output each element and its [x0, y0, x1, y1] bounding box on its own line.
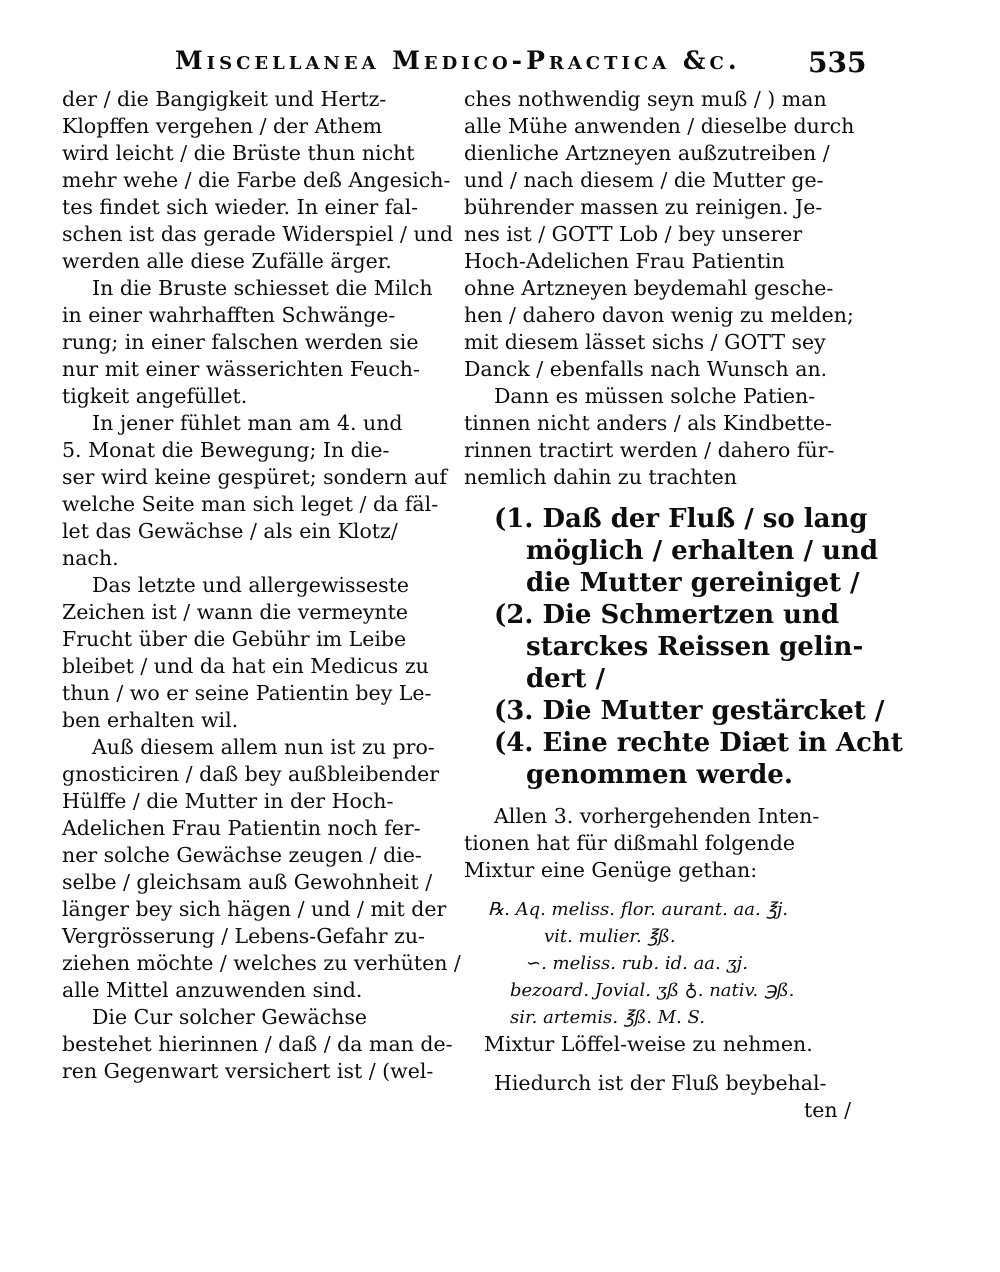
- text-line: thun / wo er seine Patientin bey Le-: [62, 681, 432, 705]
- text-line: Das letzte und allergewisseste: [92, 573, 410, 597]
- text-line: bestehet hierinnen / daß / da man de-: [62, 1032, 453, 1056]
- recipe-line: ∽. meliss. rub. id. aa. ʒj.: [526, 953, 748, 974]
- text-line: dienliche Artzneyen außzutreiben /: [464, 141, 830, 165]
- text-line: mit diesem lässet sichs / GOTT sey: [464, 330, 826, 354]
- recipe-line: vit. mulier. ℥ß.: [544, 926, 676, 947]
- text-line: nemlich dahin zu trachten: [464, 465, 737, 489]
- text-line: ohne Artzneyen beydemahl gesche-: [464, 276, 834, 300]
- text-line: tionen hat für dißmahl folgende: [464, 831, 795, 855]
- text-line: nes ist / GOTT Lob / bey unserer: [464, 222, 803, 246]
- text-line: wird leicht / die Brüste thun nicht: [62, 141, 415, 165]
- text-line: ziehen möchte / welches zu verhüten /: [62, 951, 461, 975]
- left-column: [62, 86, 461, 1085]
- text-line: ner solche Gewächse zeugen / die-: [62, 843, 422, 867]
- text-line: welche Seite man sich leget / da fäl-: [62, 492, 439, 516]
- text-line: mehr wehe / die Farbe deß Angesich-: [62, 168, 451, 192]
- text-line: schen ist das gerade Widerspiel / und: [62, 222, 453, 246]
- text-line: Vergrösserung / Lebens-Gefahr zu-: [62, 924, 425, 948]
- text-line: nach.: [62, 546, 119, 570]
- list-item: (2. Die Schmertzen und: [494, 600, 840, 630]
- text-line: In jener fühlet man am 4. und: [92, 411, 403, 435]
- text-line: rinnen tractirt werden / dahero für-: [464, 438, 835, 462]
- text-line: In die Bruste schiesset die Milch: [92, 276, 433, 300]
- text-line: 5. Monat die Bewegung; In die-: [62, 438, 390, 462]
- list-item-continuation: genommen werde.: [526, 760, 793, 790]
- list-item-continuation: dert /: [526, 664, 605, 694]
- text-line: bleibet / und da hat ein Medicus zu: [62, 654, 429, 678]
- text-line: ten /: [804, 1098, 851, 1122]
- text-line: Dann es müssen solche Patien-: [494, 384, 816, 408]
- recipe-line: sir. artemis. ℥ß. M. S.: [510, 1007, 705, 1028]
- list-item: (3. Die Mutter gestärcket /: [494, 696, 885, 726]
- text-line: tes findet sich wieder. In einer fal-: [62, 195, 419, 219]
- list-item: (1. Daß der Fluß / so lang: [494, 504, 868, 534]
- numbered-list: [464, 503, 903, 791]
- text-line: Hoch-Adelichen Frau Patientin: [464, 249, 785, 273]
- text-line: gnosticiren / daß bey außbleibender: [62, 762, 439, 786]
- text-line: alle Mühe anwenden / dieselbe durch: [464, 114, 855, 138]
- text-line: Hülffe / die Mutter in der Hoch-: [62, 789, 394, 813]
- text-line: Frucht über die Gebühr im Leibe: [62, 627, 407, 651]
- text-line: alle Mittel anzuwenden sind.: [62, 978, 363, 1002]
- text-line: tigkeit angefüllet.: [62, 384, 248, 408]
- text-line: werden alle diese Zufälle ärger.: [62, 249, 392, 273]
- text-line: Allen 3. vorhergehenden Inten-: [494, 804, 820, 828]
- text-line: Zeichen ist / wann die vermeynte: [62, 600, 408, 624]
- text-line: Klopffen vergehen / der Athem: [62, 114, 383, 138]
- text-line: Hiedurch ist der Fluß beybehal-: [494, 1071, 827, 1095]
- text-line: der / die Bangigkeit und Hertz-: [62, 87, 387, 111]
- text-line: bührender massen zu reinigen. Je-: [464, 195, 823, 219]
- list-item-continuation: starckes Reissen gelin-: [526, 632, 864, 662]
- recipe-line: bezoard. Jovial. ʒß ♁. nativ. ℈ß.: [510, 980, 795, 1001]
- text-line: Danck / ebenfalls nach Wunsch an.: [464, 357, 828, 381]
- page-number: 535: [808, 46, 867, 79]
- list-item-continuation: die Mutter gereiniget /: [526, 568, 860, 598]
- text-line: Auß diesem allem nun ist zu pro-: [92, 735, 435, 759]
- list-item-continuation: möglich / erhalten / und: [526, 536, 879, 566]
- text-line: hen / dahero davon wenig zu melden;: [464, 303, 854, 327]
- text-line: ben erhalten wil.: [62, 708, 239, 732]
- list-item: (4. Eine rechte Diæt in Acht: [494, 728, 903, 758]
- text-line: in einer wahrhafften Schwänge-: [62, 303, 396, 327]
- text-line: tinnen nicht anders / als Kindbette-: [464, 411, 832, 435]
- text-line: ren Gegenwart versichert ist / (wel-: [62, 1059, 434, 1083]
- recipe-block: [464, 896, 856, 1031]
- running-header: [0, 46, 1000, 86]
- text-line: Adelichen Frau Patientin noch fer-: [62, 816, 421, 840]
- text-line: Mixtur eine Genüge gethan:: [464, 858, 758, 882]
- text-line: selbe / gleichsam auß Gewohnheit /: [62, 870, 433, 894]
- text-line: Die Cur solcher Gewächse: [92, 1005, 368, 1029]
- text-line: Mixtur Löffel-weise zu nehmen.: [484, 1032, 813, 1056]
- text-line: let das Gewächse / als ein Klotz/: [62, 519, 398, 543]
- text-line: und / nach diesem / die Mutter ge-: [464, 168, 824, 192]
- text-line: nur mit einer wässerichten Feuch-: [62, 357, 420, 381]
- text-line: rung; in einer falschen werden sie: [62, 330, 419, 354]
- running-title: Miscellanea Medico-Practica &c.: [175, 46, 741, 75]
- text-line: länger bey sich hägen / und / mit der: [62, 897, 447, 921]
- recipe-line: ℞. Aq. meliss. flor. aurant. aa. ℥j.: [488, 899, 789, 920]
- text-line: ser wird keine gespüret; sondern auf: [62, 465, 448, 489]
- right-column: [464, 86, 903, 1124]
- text-line: ches nothwendig seyn muß / ) man: [464, 87, 827, 111]
